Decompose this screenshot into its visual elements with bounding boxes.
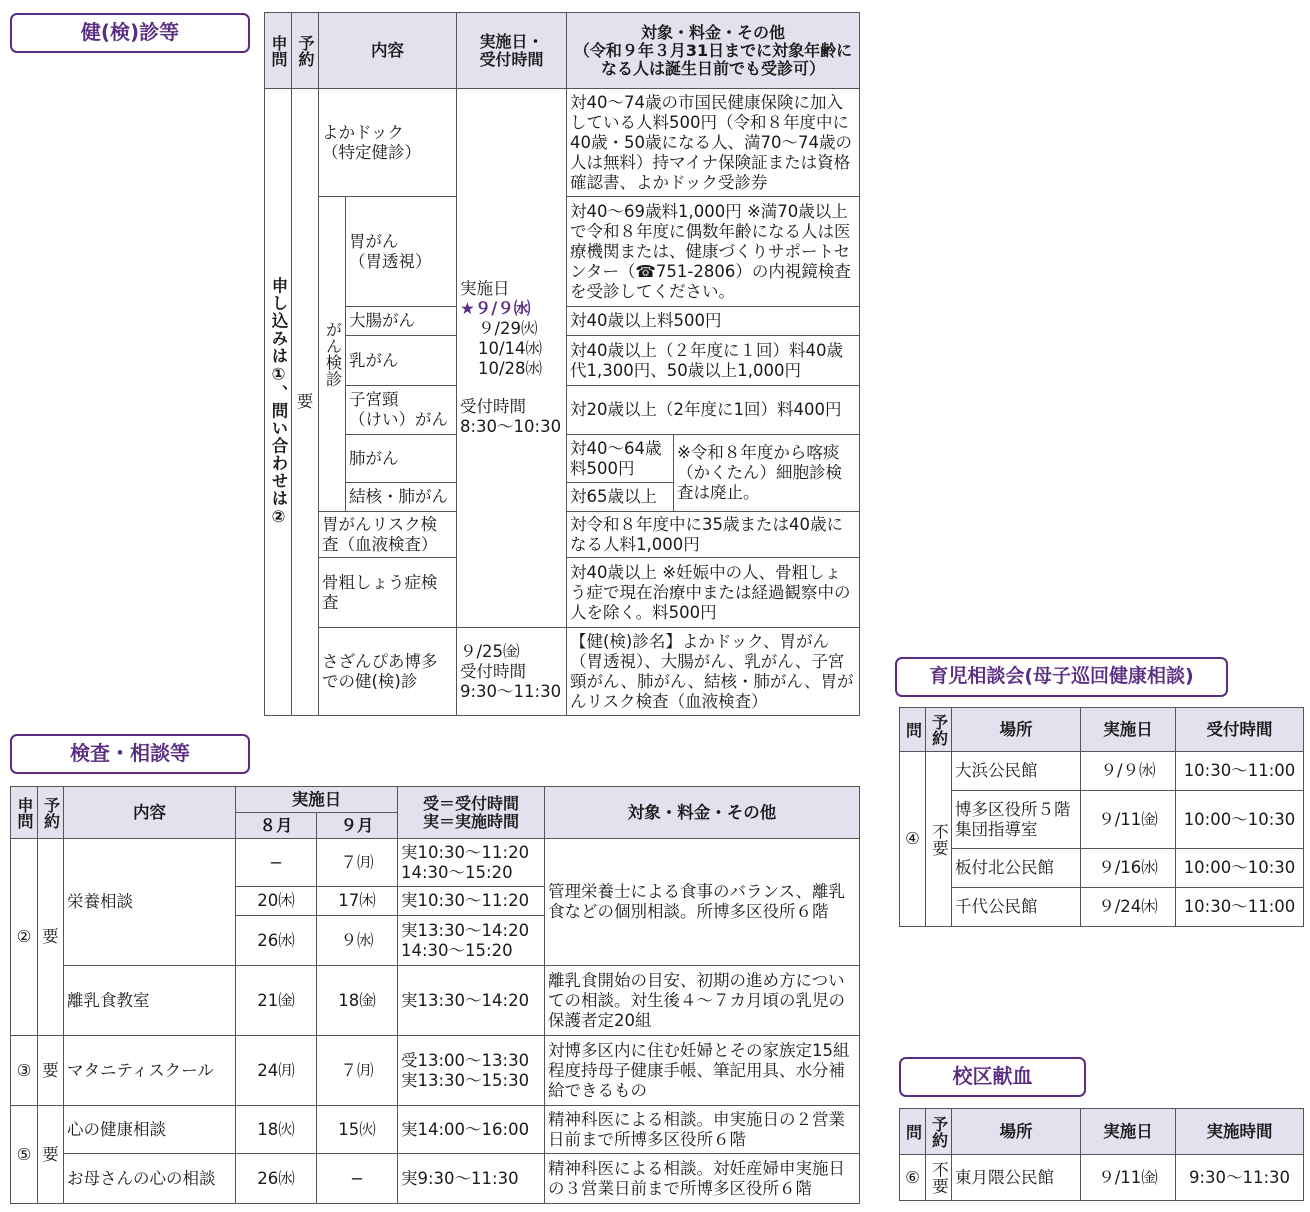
risk-name: 胃がんリスク検査（血液検査） — [319, 512, 457, 558]
eiyou-aug-2: 26㈬ — [236, 916, 317, 966]
eiyou-sep-0: ７㈪ — [317, 839, 398, 887]
tb-name: 結核・肺がん — [346, 483, 457, 512]
kensa-header-target: 対象・料金・その他 — [545, 787, 860, 839]
ikuji-header-date: 実施日 — [1081, 708, 1176, 752]
okaasan-sep: − — [317, 1154, 398, 1204]
header-target: 対象・料金・その他 （令和９年３月31日までに対象年齢になる人は誕生日前でも受診可） — [567, 13, 860, 89]
kokoro-sep: 15㈫ — [317, 1106, 398, 1154]
header-date: 実施日・ 受付時間 — [457, 13, 567, 89]
bone-name: 骨粗しょう症検査 — [319, 558, 457, 628]
ikuji-num: ④ — [900, 752, 926, 927]
kensa-header-sep: ９月 — [317, 813, 398, 839]
maternity-sep: ７㈪ — [317, 1036, 398, 1106]
ikuji-date-2: ９/16㈬ — [1081, 849, 1176, 888]
header-naiyou: 内容 — [319, 13, 457, 89]
ikuji-place-2: 板付北公民館 — [952, 849, 1081, 888]
gan-label: がん検診 — [319, 197, 346, 512]
group1-num: ② — [11, 839, 38, 1036]
ikuji-header-toi: 問 — [900, 708, 926, 752]
ikuji-yoyaku: 不要 — [926, 752, 952, 927]
breast-info: 対40歳以上（２年度に１回）料40歳代1,300円、50歳以上1,000円 — [567, 336, 860, 386]
ikuji-time-0: 10:30〜11:00 — [1176, 752, 1304, 791]
eiyou-name: 栄養相談 — [64, 839, 236, 966]
stomach-name: 胃がん （胃透視） — [346, 197, 457, 307]
ikuji-date-3: ９/24㈭ — [1081, 888, 1176, 927]
group2-num: ③ — [11, 1036, 38, 1106]
kenketsu-header-time: 実施時間 — [1176, 1109, 1304, 1155]
kensa-header-naiyou: 内容 — [64, 787, 236, 839]
tb-info: 対65歳以上 — [567, 483, 674, 512]
group3-num: ⑤ — [11, 1106, 38, 1204]
ikuji-date-1: ９/11㈮ — [1081, 791, 1176, 849]
kensa-table — [10, 786, 860, 1204]
heading-kenshin: 健(検)診等 — [10, 13, 250, 53]
okaasan-name: お母さんの心の相談 — [64, 1154, 236, 1204]
okaasan-aug: 26㈬ — [236, 1154, 317, 1204]
rinyu-sep: 18㈮ — [317, 966, 398, 1036]
eiyou-aug-1: 20㈭ — [236, 887, 317, 916]
breast-name: 乳がん — [346, 336, 457, 386]
kenketsu-header-place: 場所 — [952, 1109, 1081, 1155]
yoka-dock-info: 対40〜74歳の市国民健康保険に加入している人料500円（令和８年度中に40歳・50歳になる人、満70〜74歳の人は無料）持マイナ保険証または資格確認書、よかドック受診券 — [567, 89, 860, 197]
ikuji-time-2: 10:00〜10:30 — [1176, 849, 1304, 888]
kensa-header-date: 実施日 — [236, 787, 398, 813]
ikuji-header-time: 受付時間 — [1176, 708, 1304, 752]
eiyou-info: 管理栄養士による食事のバランス、離乳食などの個別相談。所博多区役所６階 — [545, 839, 860, 966]
stomach-info: 対40〜69歳料1,000円 ※満70歳以上で令和８年度に偶数年齢になる人は医療機関または、健康づくりサポートセンター（☎751-2806）の内視鏡検査を受診してください。 — [567, 197, 860, 307]
maternity-aug: 24㈪ — [236, 1036, 317, 1106]
kokoro-time: 実14:00〜16:00 — [398, 1106, 545, 1154]
kokoro-info: 精神科医による相談。申実施日の２営業日前まで所博多区役所６階 — [545, 1106, 860, 1154]
kenketsu-time: 9:30〜11:30 — [1176, 1155, 1304, 1201]
lung-name: 肺がん — [346, 435, 457, 483]
kokoro-name: 心の健康相談 — [64, 1106, 236, 1154]
rinyu-info: 離乳食開始の目安、初期の進め方についての相談。対生後４〜７カ月頃の乳児の保護者定20組 — [545, 966, 860, 1036]
group2-yoyaku: 要 — [38, 1036, 64, 1106]
kenketsu-header-date: 実施日 — [1081, 1109, 1176, 1155]
kenketsu-header-yoyaku: 予約 — [926, 1109, 952, 1155]
ikuji-time-1: 10:00〜10:30 — [1176, 791, 1304, 849]
kensa-header-moushikomi: 申問 — [11, 787, 38, 839]
kenshin-table — [264, 12, 860, 716]
sazan-name: さざんぴあ博多での健(検)診 — [319, 628, 457, 716]
group3-yoyaku: 要 — [38, 1106, 64, 1204]
eiyou-time-2: 実13:30〜14:20 14:30〜15:20 — [398, 916, 545, 966]
heading-kenketsu: 校区献血 — [899, 1057, 1086, 1097]
heading-kensa: 検査・相談等 — [10, 734, 250, 774]
kenketsu-num: ⑥ — [900, 1155, 926, 1201]
okaasan-info: 精神科医による相談。対妊産婦申実施日の３営業日前まで所博多区役所６階 — [545, 1154, 860, 1204]
rinyu-name: 離乳食教室 — [64, 966, 236, 1036]
ikuji-place-3: 千代公民館 — [952, 888, 1081, 927]
cervical-info: 対20歳以上（2年度に1回）料400円 — [567, 386, 860, 435]
kenketsu-date: ９/11㈮ — [1081, 1155, 1176, 1201]
maternity-time: 受13:00〜13:30 実13:30〜15:30 — [398, 1036, 545, 1106]
heading-ikuji: 育児相談会(母子巡回健康相談) — [895, 657, 1228, 697]
ikuji-header-yoyaku: 予約 — [926, 708, 952, 752]
group1-yoyaku: 要 — [38, 839, 64, 1036]
cervical-name: 子宮頸 （けい）がん — [346, 386, 457, 435]
dates-star: ★９/９㈬ — [460, 299, 531, 318]
eiyou-time-1: 実10:30〜11:20 — [398, 887, 545, 916]
kenketsu-table — [899, 1108, 1304, 1201]
sazan-info: 【健(検)診名】よかドック、胃がん（胃透視）、大腸がん、乳がん、子宮頸がん、肺がん、結核・肺がん、胃がんリスク検査（血液検査） — [567, 628, 860, 716]
kenketsu-place: 東月隈公民館 — [952, 1155, 1081, 1201]
eiyou-time-0: 実10:30〜11:20 14:30〜15:20 — [398, 839, 545, 887]
header-yoyaku: 予約 — [292, 13, 319, 89]
kenshin-dates — [457, 89, 567, 628]
ikuji-time-3: 10:30〜11:00 — [1176, 888, 1304, 927]
reception-time: 8:30〜10:30 — [460, 417, 562, 436]
risk-info: 対令和８年度中に35歳または40歳になる人料1,000円 — [567, 512, 860, 558]
kensa-header-time: 受＝受付時間 実＝実施時間 — [398, 787, 545, 839]
header-moushikomi: 申問 — [265, 13, 292, 89]
colon-info: 対40歳以上料500円 — [567, 307, 860, 336]
ikuji-place-1: 博多区役所５階集団指導室 — [952, 791, 1081, 849]
dates-title: 実施日 — [460, 279, 510, 298]
eiyou-sep-1: 17㈭ — [317, 887, 398, 916]
colon-name: 大腸がん — [346, 307, 457, 336]
ikuji-table — [899, 707, 1304, 927]
kenshin-left-label: 申し込みは①、問い合わせは② — [265, 89, 292, 716]
rinyu-aug: 21㈮ — [236, 966, 317, 1036]
eiyou-aug-0: − — [236, 839, 317, 887]
lung-info: 対40〜64歳料500円 — [567, 435, 674, 483]
okaasan-time: 実9:30〜11:30 — [398, 1154, 545, 1204]
rinyu-time: 実13:30〜14:20 — [398, 966, 545, 1036]
reception-label: 受付時間 — [460, 397, 526, 416]
ikuji-header-place: 場所 — [952, 708, 1081, 752]
eiyou-sep-2: ９㈬ — [317, 916, 398, 966]
maternity-info: 対博多区内に住む妊婦とその家族定15組程度持母子健康手帳、筆記用具、水分補給できるもの — [545, 1036, 860, 1106]
ikuji-place-0: 大浜公民館 — [952, 752, 1081, 791]
kokoro-aug: 18㈫ — [236, 1106, 317, 1154]
kensa-header-aug: ８月 — [236, 813, 317, 839]
dates-other: ９/29㈫ 10/14㈬ 10/28㈬ — [478, 319, 543, 378]
kenketsu-yoyaku: 不要 — [926, 1155, 952, 1201]
lung-note: ※令和８年度から喀痰（かくたん）細胞診検査は廃止。 — [674, 435, 860, 512]
kenshin-yoyaku: 要 — [292, 89, 319, 716]
bone-info: 対40歳以上 ※妊娠中の人、骨粗しょう症で現在治療中または経過観察中の人を除く。料500円 — [567, 558, 860, 628]
sazan-date: ９/25㈮ 受付時間 9:30〜11:30 — [457, 628, 567, 716]
kensa-header-yoyaku: 予約 — [38, 787, 64, 839]
maternity-name: マタニティスクール — [64, 1036, 236, 1106]
kenketsu-header-toi: 問 — [900, 1109, 926, 1155]
yoka-dock-name: よかドック （特定健診） — [319, 89, 457, 197]
ikuji-date-0: ９/９㈬ — [1081, 752, 1176, 791]
